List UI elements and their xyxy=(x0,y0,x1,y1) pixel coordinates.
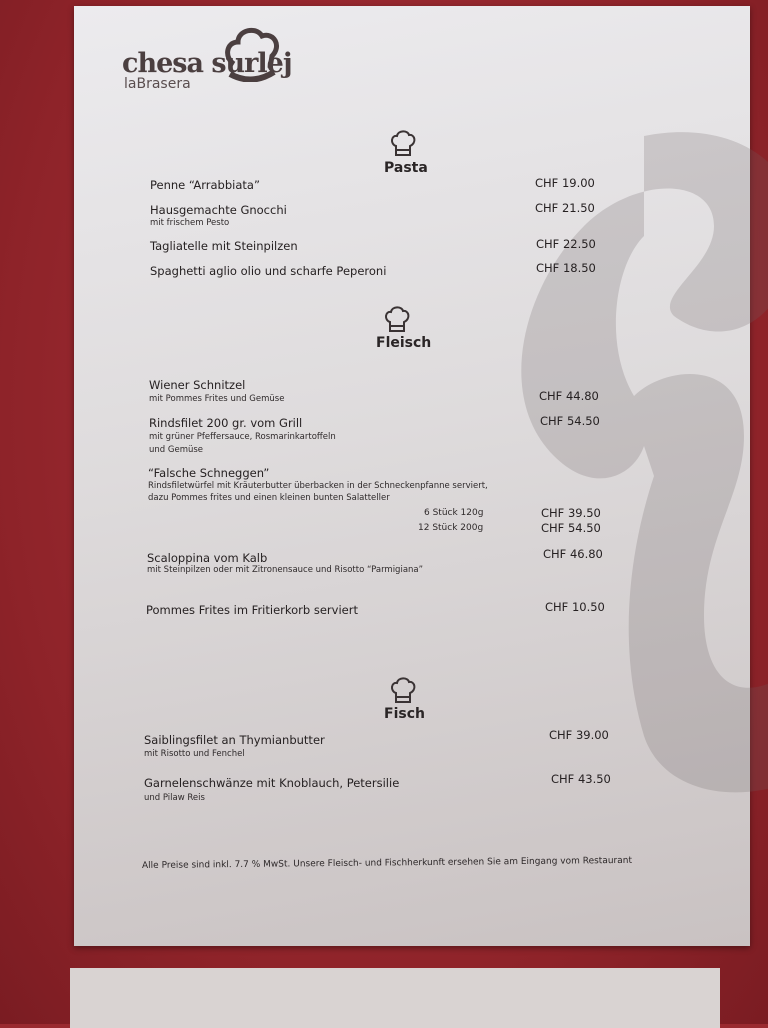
menu-item-name: Garnelenschwänze mit Knoblauch, Petersilie xyxy=(144,776,400,790)
section-title-fleisch: Fleisch xyxy=(376,335,432,351)
menu-item-price: CHF 54.50 xyxy=(541,521,601,535)
menu-item-name: Spaghetti aglio olio und scharfe Peperoni xyxy=(150,264,387,278)
menu-item-name: “Falsche Schneggen” xyxy=(148,466,270,480)
menu-item-price: CHF 21.50 xyxy=(535,201,595,215)
portion-size: 12 Stück 200g xyxy=(418,523,484,533)
menu-item-price: CHF 10.50 xyxy=(545,600,605,614)
menu-item-description: Rindsfiletwürfel mit Kräuterbutter überbacken in der Schneckenpfanne serviert, xyxy=(148,481,488,491)
chef-hat-icon xyxy=(388,128,418,158)
logo-name: chesa surlej xyxy=(122,48,292,79)
menu-item-name: Rindsfilet 200 gr. vom Grill xyxy=(149,416,303,430)
menu-item-description: mit Pommes Frites und Gemüse xyxy=(149,394,285,404)
menu-item-description: und Gemüse xyxy=(149,445,204,455)
menu-item-price: CHF 18.50 xyxy=(536,261,596,275)
footer-note: Alle Preise sind inkl. 7.7 % MwSt. Unsere Fleisch- und Fischherkunft ersehen Sie am Eingang vom Restaurant xyxy=(141,855,633,871)
menu-item-name: Tagliatelle mit Steinpilzen xyxy=(150,239,298,253)
watermark-logo-icon xyxy=(414,116,768,816)
portion-size: 6 Stück 120g xyxy=(424,508,484,518)
menu-item-price: CHF 39.50 xyxy=(541,506,601,520)
menu-item-name: Saiblingsfilet an Thymianbutter xyxy=(144,733,325,747)
menu-item-description: mit Steinpilzen oder mit Zitronensauce und Risotto “Parmigiana” xyxy=(147,565,424,575)
section-title-pasta: Pasta xyxy=(384,160,428,176)
menu-item-price: CHF 54.50 xyxy=(540,414,600,428)
menu-page xyxy=(74,6,750,946)
menu-item-name: Hausgemachte Gnocchi xyxy=(150,203,287,217)
menu-item-description: mit Risotto und Fenchel xyxy=(144,749,245,759)
menu-item-name: Scaloppina vom Kalb xyxy=(147,551,268,565)
menu-item-description: dazu Pommes frites und einen kleinen bunten Salatteller xyxy=(148,493,390,503)
menu-item-price: CHF 19.00 xyxy=(535,176,595,190)
logo-tagline: laBrasera xyxy=(124,76,191,92)
menu-item-price: CHF 43.50 xyxy=(551,772,611,786)
menu-item-price: CHF 46.80 xyxy=(543,547,603,561)
menu-item-price: CHF 44.80 xyxy=(539,389,599,403)
second-menu-page xyxy=(70,968,720,1028)
menu-item-price: CHF 39.00 xyxy=(549,728,609,742)
menu-item-name: Pommes Frites im Fritierkorb serviert xyxy=(146,603,358,617)
section-title-fisch: Fisch xyxy=(384,706,425,722)
menu-item-name: Wiener Schnitzel xyxy=(149,378,246,392)
menu-item-price: CHF 22.50 xyxy=(536,237,596,251)
menu-item-description: und Pilaw Reis xyxy=(144,793,205,803)
chef-hat-icon xyxy=(388,675,418,705)
menu-item-name: Penne “Arrabbiata” xyxy=(150,178,260,192)
chef-hat-icon xyxy=(382,304,412,334)
menu-item-description: mit frischem Pesto xyxy=(150,218,230,228)
menu-item-description: mit grüner Pfeffersauce, Rosmarinkartoffeln xyxy=(149,432,336,442)
